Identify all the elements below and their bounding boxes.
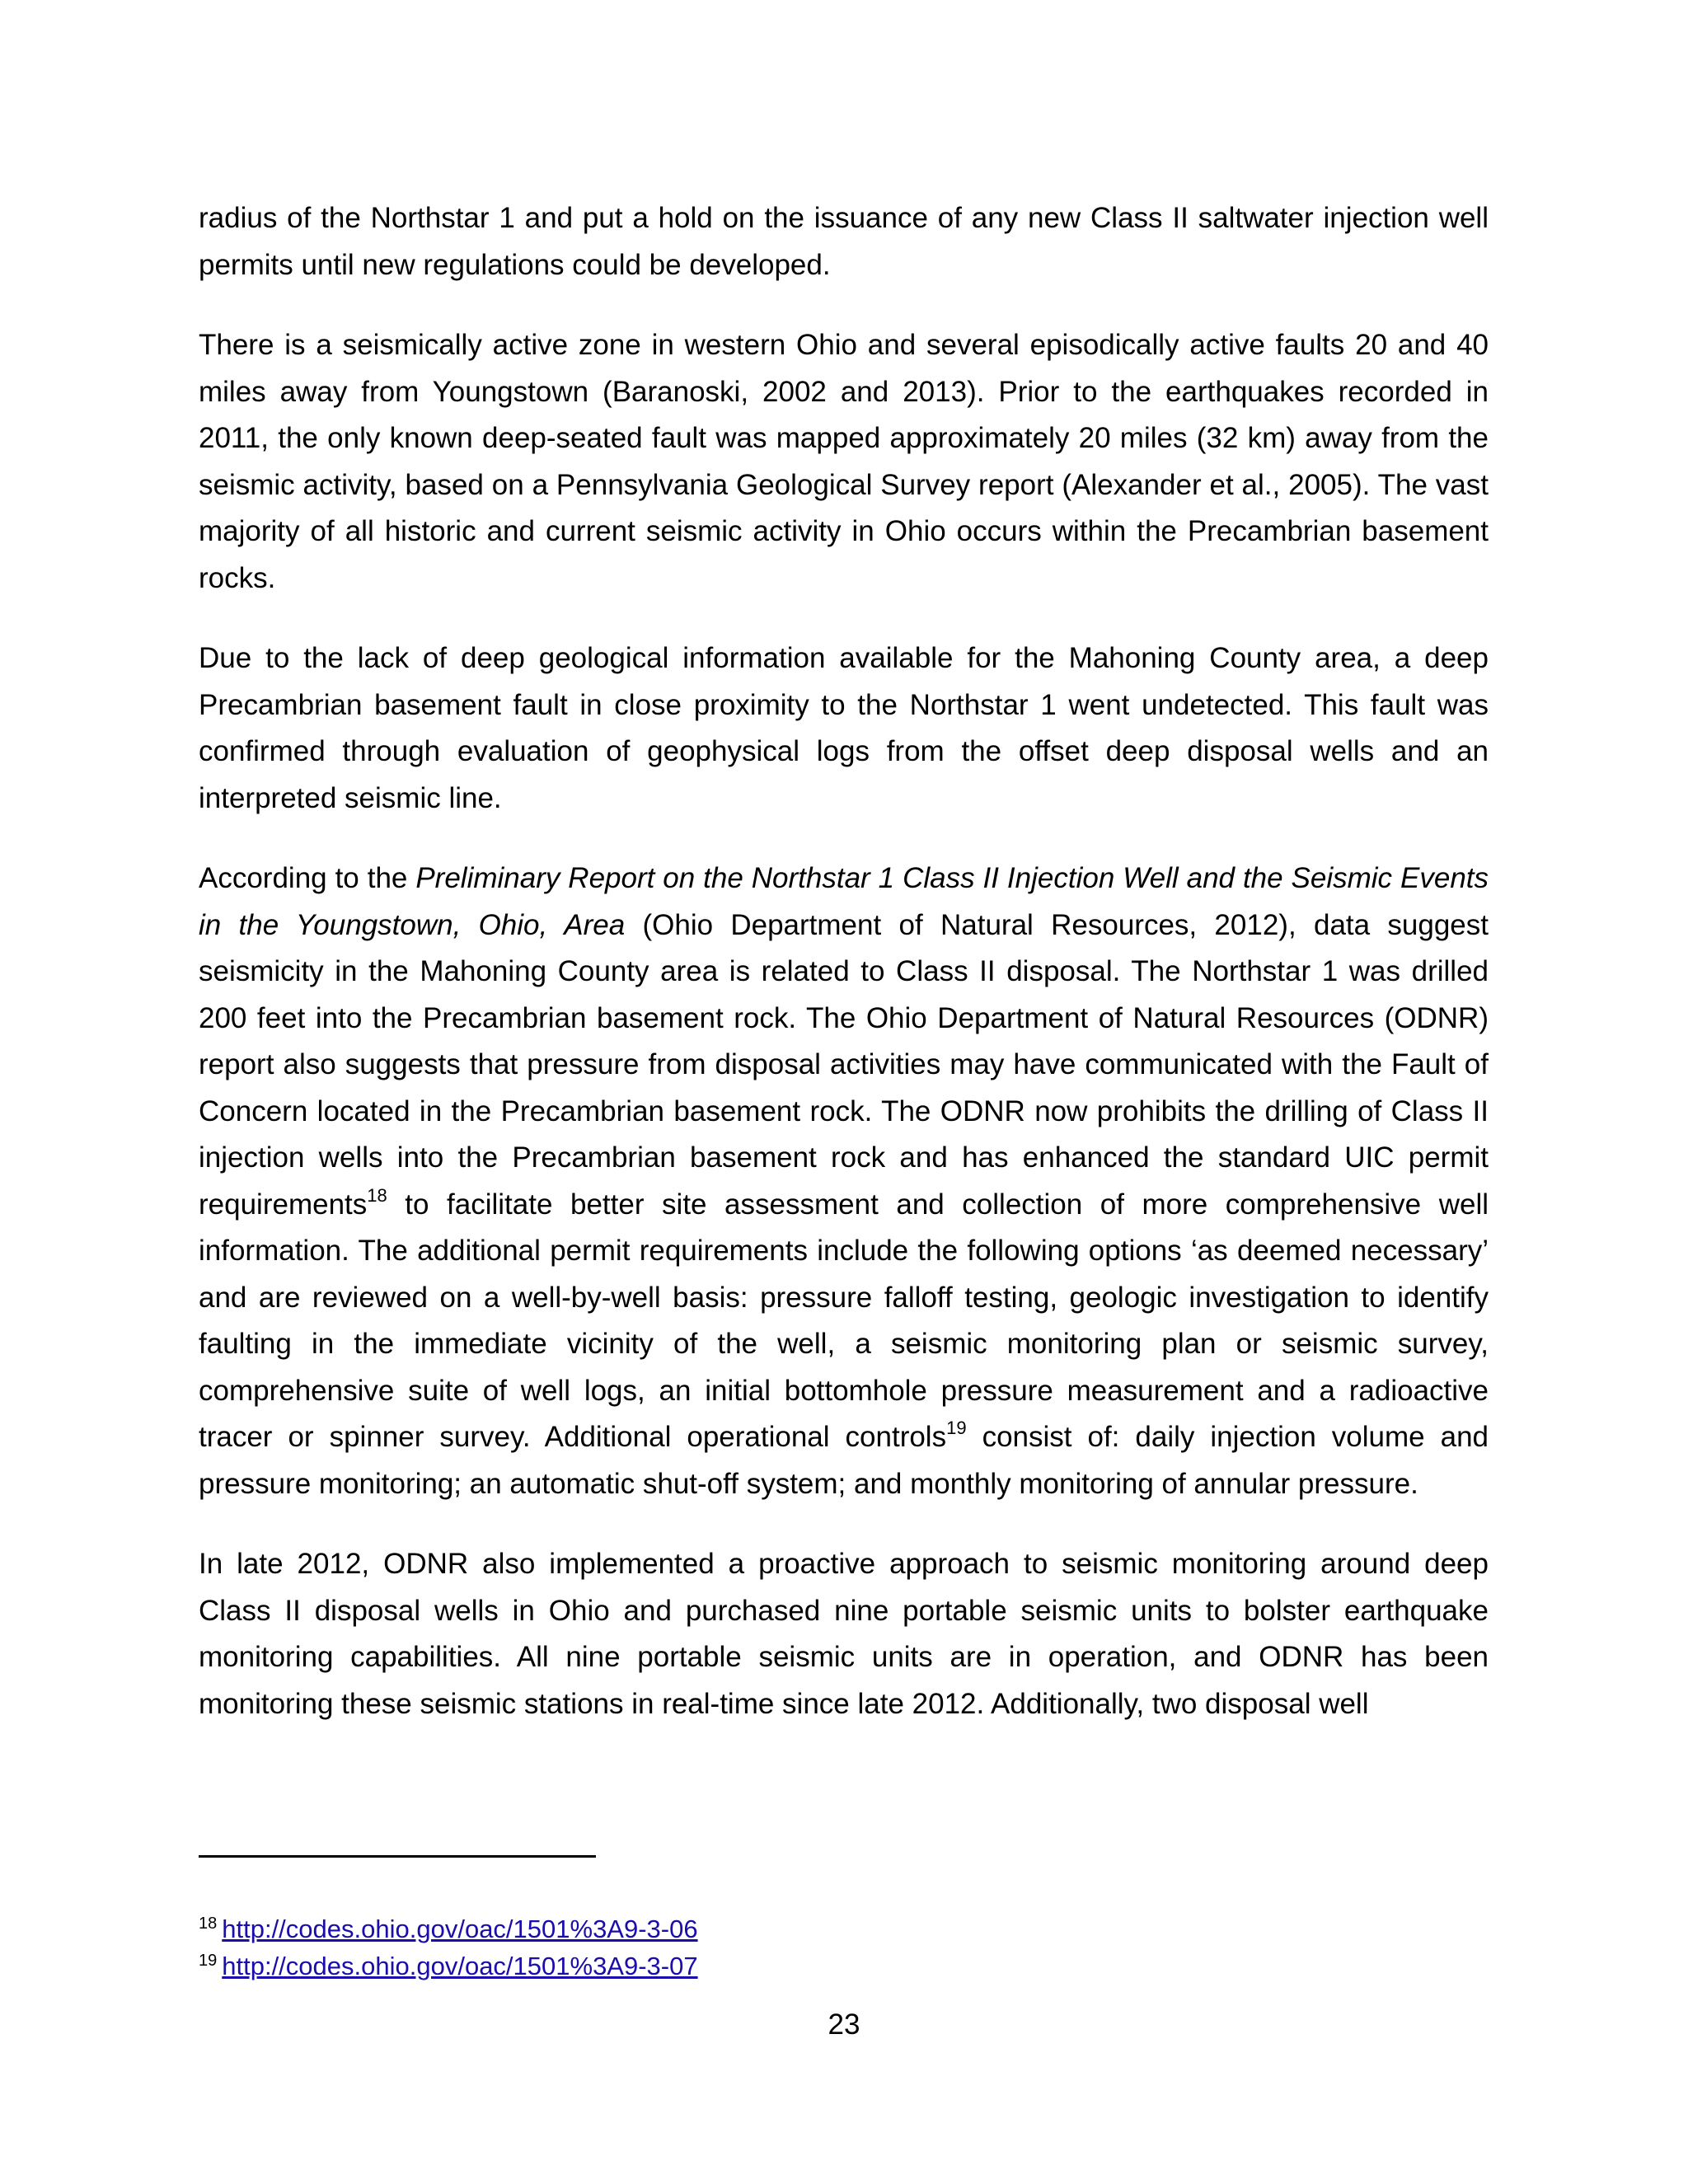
paragraph-4-part-b: to facilitate better site assessment and collection of more comprehensive well information. The additional permit requirements include the following options ‘as deemed necessary’ and are reviewed on a well-by-well basis: pressure falloff testing, geologic investigation to identify faulting in the immediate vicinity of the well, a seismic monitoring plan or seismic survey, comprehensive suite of well logs, an initial bottomhole pressure measurement and a radioactive tracer or spinner survey. Additional operational controls (199, 1188, 1489, 1453)
footnote-number: 18 (199, 1914, 218, 1933)
paragraph-1: radius of the Northstar 1 and put a hold on the issuance of any new Class II saltwater injection well permits until new regulations could be developed. (199, 202, 1489, 281)
footnotes (199, 1910, 1353, 1985)
footnote-separator (199, 1855, 596, 1858)
footnote-link[interactable]: http://codes.ohio.gov/oac/1501%3A9-3-07 (222, 1952, 698, 1980)
body-text (199, 195, 1489, 1727)
paragraph-4 (199, 855, 1489, 1507)
paragraph-3: Due to the lack of deep geological information available for the Mahoning County area, a deep Precambrian basement fault in close proximity to the Northstar 1 went undetected. This fault was confirmed through evaluation of geophysical logs from the offset deep disposal wells and an interpreted seismic line. (199, 642, 1489, 814)
paragraph-2: There is a seismically active zone in western Ohio and several episodically active faults 20 and 40 miles away from Youngstown (Baranoski, 2002 and 2013). Prior to the earthquakes recorded in 2011, the only known deep-seated fault was mapped approximately 20 miles (32 km) away from the seismic activity, based on a Pennsylvania Geological Survey report (Alexander et al., 2005). The vast majority of all historic and current seismic activity in Ohio occurs within the Precambrian basement rocks. (199, 329, 1489, 594)
report-title: Preliminary Report on the Northstar 1 Class II Injection Well and the Seismic Events in the Youngstown, Ohio, Area (199, 862, 1489, 941)
paragraph-5: In late 2012, ODNR also implemented a proactive approach to seismic monitoring around deep Class II disposal wells in Ohio and purchased nine portable seismic units to bolster earthquake monitoring capabilities. All nine portable seismic units are in operation, and ODNR has been monitoring these seismic stations in real-time since late 2012. Additionally, two disposal well (199, 1548, 1489, 1720)
footnote-18 (199, 1910, 1353, 1947)
footnote-19 (199, 1947, 1353, 1985)
paragraph-4-lead: According to the (199, 862, 416, 894)
paragraph-4-part-c: consist of: daily injection volume and pressure monitoring; an automatic shut-off system; and monthly monitoring of annular pressure. (199, 1421, 1489, 1500)
paragraph-4-part-a: (Ohio Department of Natural Resources, 2012), data suggest seismicity in the Mahoning County area is related to Class II disposal. The Northstar 1 was drilled 200 feet into the Precambrian basement rock. The Ohio Department of Natural Resources (ODNR) report also suggests that pressure from disposal activities may have communicated with the Fault of Concern located in the Precambrian basement rock. The ODNR now prohibits the drilling of Class II injection wells into the Precambrian basement rock and has enhanced the standard UIC permit requirements (199, 908, 1489, 1221)
footnote-link[interactable]: http://codes.ohio.gov/oac/1501%3A9-3-06 (222, 1915, 698, 1943)
page-number: 23 (828, 2008, 860, 2041)
footnote-number: 19 (199, 1951, 218, 1970)
footnote-ref-18[interactable]: 18 (367, 1184, 387, 1206)
footnote-ref-19[interactable]: 19 (946, 1418, 967, 1439)
